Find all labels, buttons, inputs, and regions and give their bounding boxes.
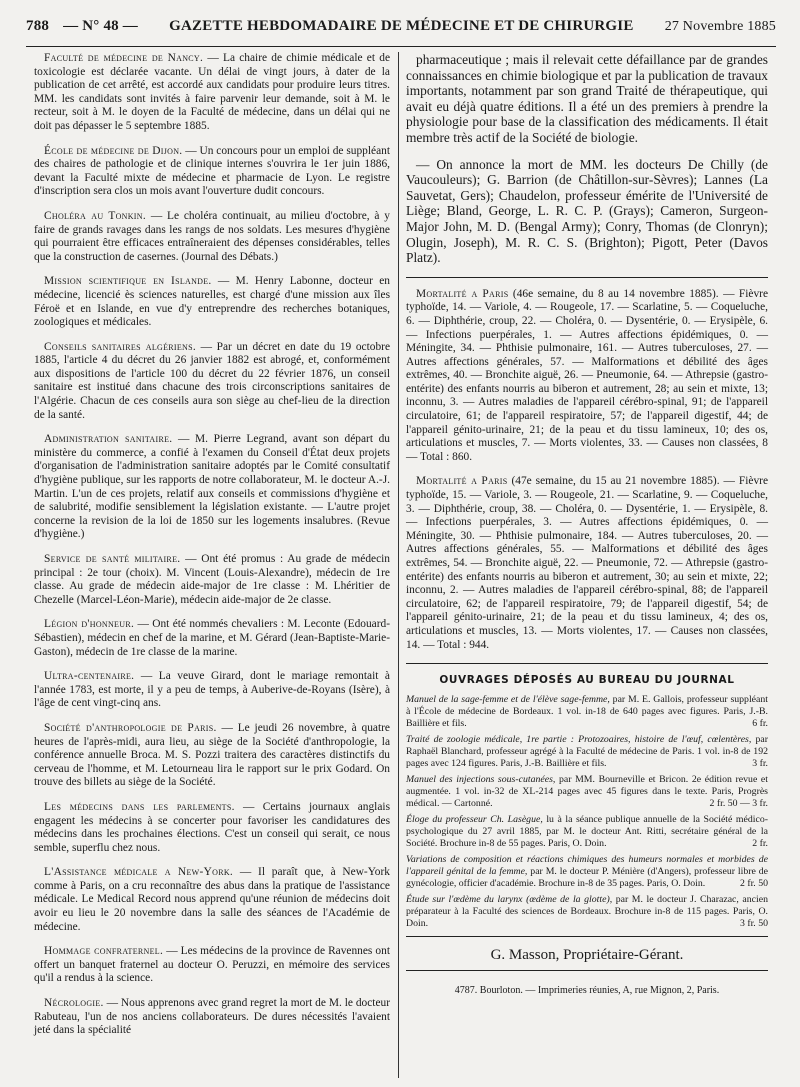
book-price: 2 fr. 50 — [739, 878, 768, 890]
article-text: — M. Henry Labonne, docteur en médecine, licencié ès sciences naturelles, est chargé d'une mission aux îles Féroë et en Islande, en vue d'y entreprendre des recherches botaniques, zoologiques et médicales. — [34, 275, 390, 329]
article-heading: Mortalité a Paris — [416, 287, 509, 300]
article-heading: École de médecine de Dijon. — [44, 144, 183, 157]
article-text: — Il paraît que, à New-York comme à Paris, on a cru reconnaître des abus dans la pratique de l'assistance médicale. Le Medical Record nous apprend qu'une réunion de médecins doit avoir eu lieu le 20 novembre dans la salle des séances de l'Académie de médecine. — [34, 866, 390, 933]
article-heading: Conseils sanitaires algériens. — [44, 340, 197, 353]
article-text: — On annonce la mort de MM. les docteurs De Chilly (de Vaucouleurs); G. Barrion (de Châtillon-sur-Sèvres); Lannes (La Sauvetat, Gers); Chaudelon, professeur émérite de l'Université de Liège; Bland, George, L. R. C. P. (Grays); Cameron, Surgeon-Major John, M. D. (Bengal Army); Conry, Thomas (de Clonryn); Olugin, Joseph), M. R. C. S. (Brighton); Pigott, Peter (Davos Platz). — [406, 156, 768, 266]
article-paragraph — [34, 866, 390, 934]
article-text: — Les médecins de la province de Ravennes ont offert un banquet fraternel au docteur O. Peruzzi, en mémoire des services qu'il a rendus à la science. — [34, 945, 390, 985]
divider-mortality — [406, 277, 768, 278]
printer-line: 4787. Bourloton. — Imprimeries réunies, A, rue Mignon, 2, Paris. — [454, 985, 720, 997]
book-price: 2 fr. — [752, 838, 768, 850]
issue-number: — N° 48 — — [63, 18, 138, 34]
article-heading: Mission scientifique en Islande. — [44, 275, 212, 288]
article-text: pharmaceutique ; mais il relevait cette défaillance par de grandes connaissances en chimie biologique et par la publication de travaux importants, notamment par son grand Traité de thérapeutique, qui avait eu déjà quatre éditions. Il a été un des premiers à prendre la physiologie pour base de la classification des médicaments. Il était membre très actif de la Société de biologie. — [406, 52, 768, 145]
article-paragraph — [34, 553, 390, 607]
article-paragraph — [34, 433, 390, 542]
book-title: Manuel des injections sous-cutanées, — [406, 774, 556, 786]
book-price: 3 fr. 50 — [739, 918, 768, 930]
book-entry — [406, 694, 768, 730]
article-paragraph — [34, 210, 390, 264]
book-details: par M. le docteur J. Charazac, ancien préparateur à la Faculté des sciences de Bordeaux. Brochure in-8 de 115 pages. Paris, O. Doin. — [406, 894, 768, 930]
book-price: 2 fr. 50 — 3 fr. — [709, 798, 768, 810]
article-text: (47e semaine, du 15 au 21 novembre 1885). — Fièvre typhoïde, 15. — Variole, 3. — Rougeole, 21. — Scarlatine, 9. — Coqueluche, 3. — Diphthérie, croup, 38. — Choléra, 0. — Dysentérie, 1. — Erysipèle, 8. — Infections puerpérales, 3. — Autres affections épidémiques, 0. — Méningite, 30. — Phthisie pulmonaire, 184. — Autres tuberculoses, 20. — Autres affections générales, 55. — Malformations et débilité des âges extrêmes, 54. — Bronchite aiguë, 22. — Pneumonie, 72. — Athrepsie (gastro-entérite) des enfants nourris au biberon et autrement, 30; au sein et mixte, 22; inconnu, 2. — Autres maladies de l'appareil cérébro-spinal, 88; de l'appareil circulatoire, 62; de l'appareil respiratoire, 79; de l'appareil digestif, 54; de l'appareil génito-urinaire, 21; de la peau et du tissu lamineux, 4; des os, articulations et muscles, 13. — Morts violentes, 17. — Causes non classées, 14. — Total : 944. — [406, 475, 769, 651]
book-details: lu à la séance publique annuelle de la Société médico-psychologique du 27 avril 1885, par M. le docteur Ant. Ritti, secrétaire général de la Société. Brochure in-8 de 55 pages. Paris, O. Doin. — [406, 814, 768, 850]
article-heading: Société d'anthropologie de Paris. — [44, 721, 217, 734]
article-paragraph — [406, 52, 768, 146]
article-text: — Ont été nommés chevaliers : M. Leconte (Edouard-Sébastien), médecin en chef de la marine, et M. Gérard (Jean-Baptiste-Marie-Gaston), médecin de 1re classe de la marine. — [34, 618, 390, 658]
article-paragraph — [34, 945, 390, 986]
book-entry — [406, 734, 768, 770]
publisher-signature: G. Masson, Propriétaire-Gérant. — [490, 947, 684, 964]
book-entry — [406, 814, 768, 850]
article-text: (46e semaine, du 8 au 14 novembre 1885). — Fièvre typhoïde, 14. — Variole, 4. — Rougeole, 17. — Scarlatine, 5. — Coqueluche, 6. — Diphthérie, croup, 22. — Choléra, 0. — Dysentérie, 0. — Erysipèle, 6. — Infections puerpérales, 1. — Autres affections épidémiques, 0. — Méningite, 34. — Phthisie pulmonaire, 161. — Autres tuberculoses, 27. — Autres affections générales, 57. — Malformations et débilité des âges extrêmes, 40. — Bronchite aiguë, 26. — Pneumonie, 64. — Athrepsie (gastro-entérite) des enfants nourris au biberon et autrement, 28; au sein et mixte, 13; inconnu, 3. — Autres maladies de l'appareil cérébro-spinal, 91; de l'appareil circulatoire, 61; de l'appareil respiratoire, 57; de l'appareil digestif, 44; de l'appareil génito-urinaire, 21; de la peau et du tissu lamineux, 10; des os, articulations et muscles, 7. — Morts violentes, 33. — Causes non classées, 8 — Total : 860. — [406, 287, 768, 463]
book-price: 3 fr. — [752, 758, 768, 770]
book-details: par M. E. Gallois, professeur suppléant à l'École de médecine de Bordeaux. 1 vol. in-18 de 640 pages avec figures. Paris, J.-B. Baillière et fils. — [406, 694, 768, 730]
article-paragraph — [406, 475, 768, 652]
book-price: 6 fr. — [752, 718, 768, 730]
book-details: par M. le docteur P. Ménière (d'Angers), professeur libre de gynécologie, officier d'académie. Brochure in-8 de 35 pages. Paris, O. Doin. — [406, 866, 768, 890]
article-text: — La veuve Girard, dont le mariage remontait à l'année 1783, est morte, il y a peu de temps, à Auberive-de-Royans (Isère), à l'âge de cent vingt-cinq ans. — [34, 670, 390, 710]
article-text: — M. Pierre Legrand, avant son départ du ministère du commerce, a confié à l'examen du Conseil d'État deux projets d'organisation de l'administration sanitaire adoptés par le Comité consultatif d'hygiène publique, sur les rapports de notre collaborateur, M. le docteur A.-J. Martin. L'un de ces projets, relatif aux conseils et commissions d'hygiène et de salubrité, modifie sensiblement la législation existante. — L'autre projet concerne la revision de la loi de 1850 sur les logements insalubres. (Revue d'hygiène.) — [34, 433, 391, 541]
article-heading: Les médecins dans les parlements. — [44, 800, 235, 813]
article-text: — Ont été promus : Au grade de médecin principal : 2e tour (choix). M. Vincent (Louis-Alexandre), médecin de 1re classe. Au grade de médecin aide-major de 1re classe : M. Lhéritier de Chezelle (Marcel-Léon-Marie), médecin aide-major de 2e classe. — [34, 553, 390, 606]
divider-printer — [406, 970, 768, 971]
ouvrages-title: OUVRAGES DÉPOSÉS AU BUREAU DU JOURNAL — [439, 674, 735, 687]
columns — [26, 52, 776, 1078]
book-title: Manuel de la sage-femme et de l'élève sage-femme, — [406, 694, 610, 706]
mortality-reports — [406, 288, 768, 652]
article-paragraph — [406, 288, 768, 465]
column-divider — [398, 52, 399, 1078]
article-paragraph — [34, 52, 390, 134]
book-entry — [406, 894, 768, 930]
article-paragraph — [34, 801, 390, 855]
article-text: — Par un décret en date du 19 octobre 1885, l'article 4 du décret du 26 janvier 1882 est abrogé, et, conformément aux dispositions de l'article 100 du décret du 22 février 1876, un conseil sanitaire est institué dans chacune des trois circonscriptions sanitaires de l'Algérie. Chacun de ces conseils aura son siège au chef-lieu de la direction de la santé. — [34, 340, 390, 421]
book-title: Variations de composition et réactions chimiques des humeurs normales et morbides de l'appareil génital de la femme, — [406, 854, 768, 878]
left-column — [34, 52, 390, 1049]
article-paragraph — [34, 997, 390, 1038]
ouvrages-list — [406, 694, 768, 930]
article-heading: Administration sanitaire. — [44, 433, 173, 446]
article-heading: Mortalité a Paris — [416, 475, 508, 488]
page-number: 788 — [26, 18, 50, 34]
book-details: par MM. Bourneville et Bricon. 2e édition revue et augmentée. 1 vol. in-32 de XL-214 pages avec 45 figures dans le texte. Paris, Progrès médical. — Cartonné. — [406, 774, 768, 810]
article-paragraph — [34, 341, 390, 423]
article-heading: Hommage confraternel. — [44, 945, 164, 958]
book-title: Étude sur l'œdème du larynx (œdème de la glotte), — [406, 894, 613, 906]
book-entry — [406, 774, 768, 810]
article-text: — Certains journaux anglais engagent les médecins à se concerter pour favoriser les candidatures des médecins dans les prochaines élections. C'est un conseil qui serait, ce nous semble, superflu chez nous. — [34, 800, 391, 854]
right-column — [406, 52, 768, 996]
journal-page — [26, 18, 776, 1078]
article-paragraph — [34, 145, 390, 199]
book-title: Traité de zoologie médicale, 1re partie : Protozoaires, histoire de l'œuf, cœlentères, — [406, 734, 752, 746]
article-paragraph — [406, 157, 768, 266]
article-text: — Nous apprenons avec grand regret la mort de M. le docteur Rabuteau, l'un de nos anciens collaborateurs. De dures nécessités l'avaient jeté dans la spécialité — [34, 997, 390, 1037]
book-title: Éloge du professeur Ch. Lasègue, — [406, 814, 543, 826]
article-paragraph — [34, 275, 390, 329]
article-text: — Le jeudi 26 novembre, à quatre heures de l'après-midi, aura lieu, au siège de la Société d'anthropologie, la conférence annuelle Broca. M. S. Pozzi traitera des caractères distinctifs du cerveau de l'homme, et M. Letourneau lira le rapport sur le prix Godard. On trouve des billets au siège de la Société. — [34, 721, 390, 789]
issue-date: 27 Novembre 1885 — [664, 19, 776, 34]
obituary-continuation — [406, 52, 768, 266]
article-paragraph — [34, 670, 390, 711]
article-heading: L'Assistance médicale a New-York. — [44, 866, 234, 879]
article-text: — Un concours pour un emploi de suppléant des chaires de pathologie et de clinique internes s'ouvrira le 1er juin 1886, devant la Faculté mixte de médecine et pharmacie de Lyon. Le registre d'inscription sera clos un mois avant l'ouverture dudit concours. — [34, 144, 390, 198]
article-heading: Légion d'honneur. — [44, 618, 135, 631]
article-heading: Ultra-centenaire. — [44, 670, 135, 683]
article-heading: Service de santé militaire. — [44, 553, 181, 565]
article-heading: Faculté de médecine de Nancy. — [44, 52, 204, 64]
article-paragraph — [34, 722, 390, 790]
article-heading: Nécrologie. — [44, 997, 104, 1010]
article-paragraph — [34, 618, 390, 659]
page-header — [26, 18, 776, 47]
journal-title: GAZETTE HEBDOMADAIRE DE MÉDECINE ET DE CHIRURGIE — [169, 18, 634, 34]
book-entry — [406, 854, 768, 890]
divider-signature — [406, 936, 768, 937]
divider-ouvrages — [406, 663, 768, 664]
article-text: — Le choléra continuait, au milieu d'octobre, à y faire de grands ravages dans les rangs de nos soldats. Les mesures d'hygiène qui pourraient être efficaces entraîneraient des dépenses considérables, telles que la construction de casernes. (Journal des Débats.) — [34, 209, 390, 263]
book-details: par Raphaël Blanchard, professeur agrégé à la Faculté de médecine de Paris. 1 vol. in-8 de 192 pages avec 124 figures. Paris, J.-B. Baillière et fils. — [406, 734, 768, 770]
article-heading: Choléra au Tonkin. — [44, 209, 146, 222]
article-text: — La chaire de chimie médicale et de toxicologie est déclarée vacante. Un délai de vingt jours, à dater de la publication de cet arrêté, est accordé aux candidats pour produire leurs titres. MM. les candidats sont invités à faire parvenir leur demande, soit à M. le recteur, soit à M. le doyen de la Faculté de médecine, dans un délai qui ne doit pas dépasser le 5 septembre 1885. — [34, 52, 390, 132]
